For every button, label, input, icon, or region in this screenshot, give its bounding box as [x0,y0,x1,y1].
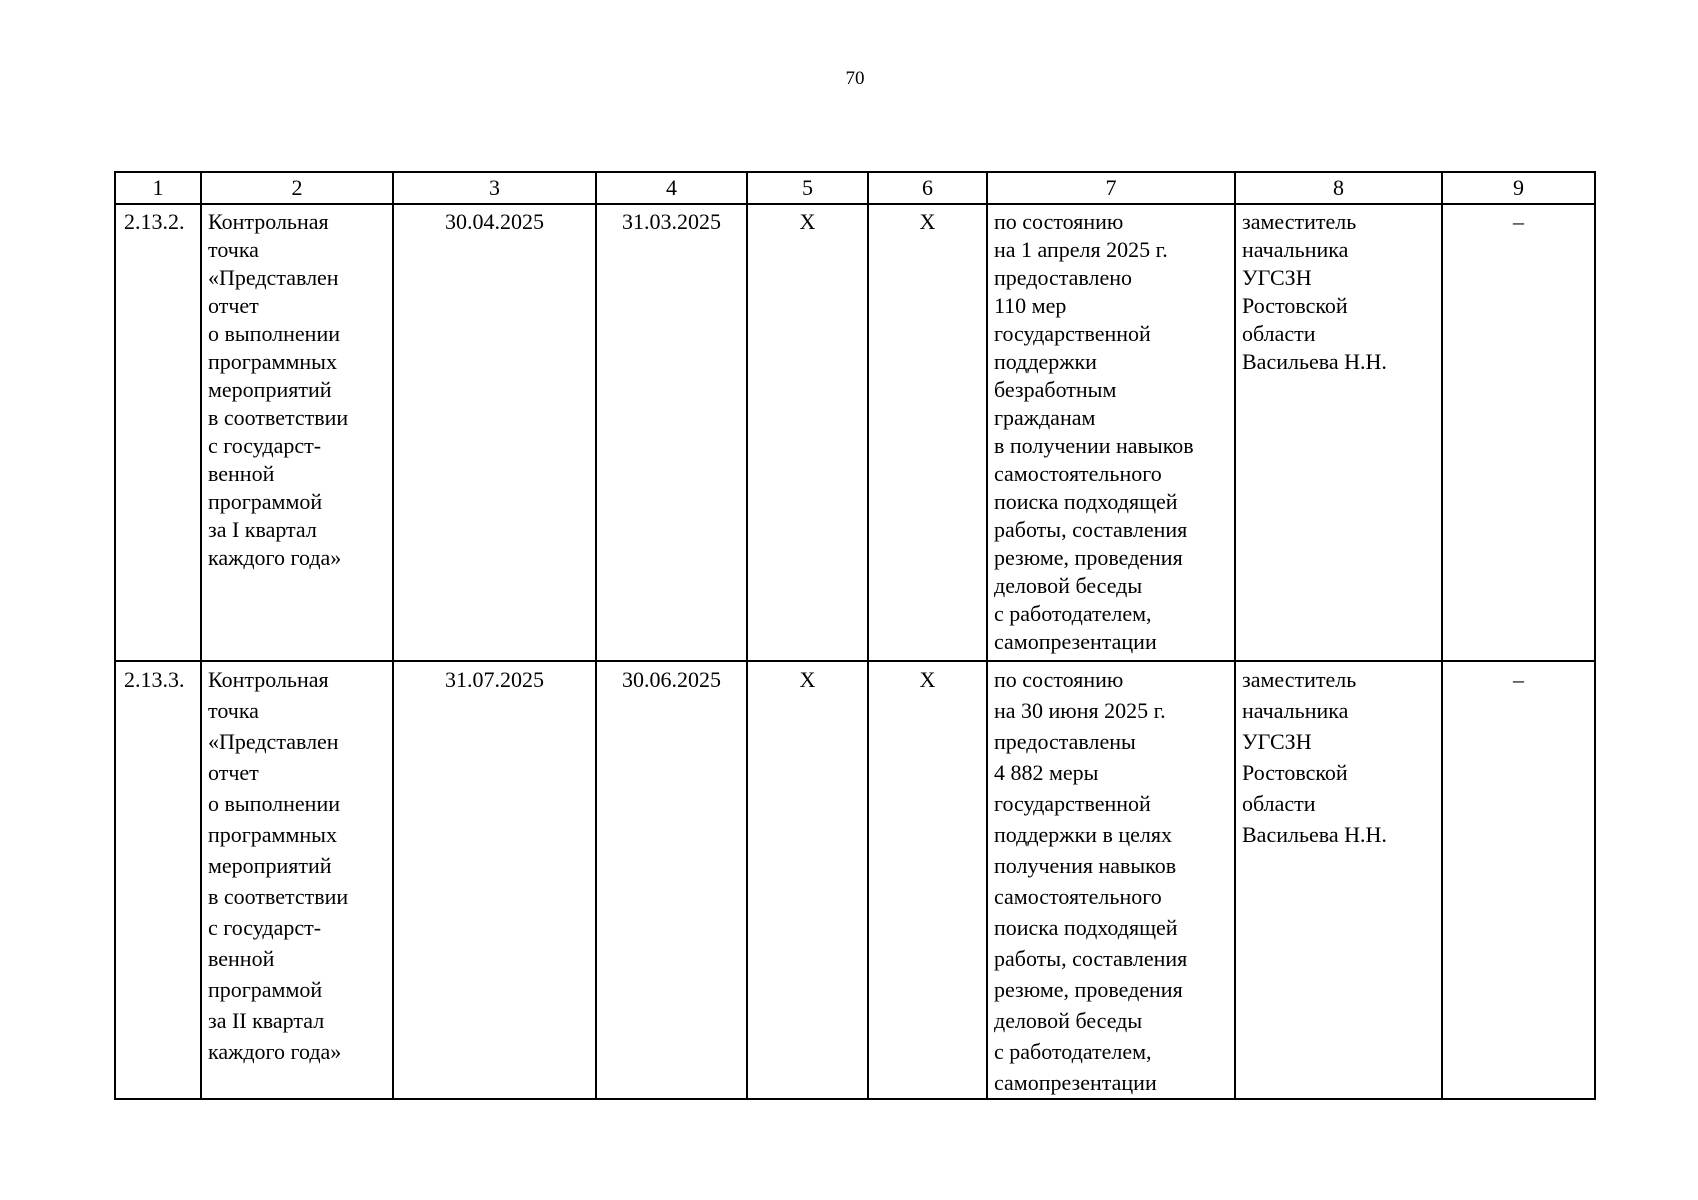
planned-date-cell: 31.07.2025 [393,661,596,1099]
column-9-cell: – [1442,204,1595,661]
control-point-name-cell: Контрольная точка «Представлен отчет о выполнении программных мероприятий в соответствии с государст- венной программой за I квартал каждого года» [201,204,393,661]
planned-date-cell: 30.04.2025 [393,204,596,661]
responsible-cell: заместитель начальника УГСЗН Ростовской области Васильева Н.Н. [1235,204,1442,661]
result-cell: по состоянию на 1 апреля 2025 г. предоставлено 110 мер государственной поддержки безработным гражданам в получении навыков самостоятельного поиска подходящей работы, составления резюме, проведения деловой беседы с работодателем, самопрезентации [987,204,1235,661]
column-6-cell: X [868,661,987,1099]
column-6-cell: X [868,204,987,661]
column-header: 8 [1235,172,1442,204]
report-table [114,171,1596,1100]
actual-date-cell: 30.06.2025 [596,661,747,1099]
column-9-cell: – [1442,661,1595,1099]
page-number: 70 [845,68,865,89]
column-header: 3 [393,172,596,204]
item-number-cell: 2.13.2. [115,204,201,661]
column-5-cell: X [747,204,868,661]
column-header: 7 [987,172,1235,204]
control-point-name-cell: Контрольная точка «Представлен отчет о выполнении программных мероприятий в соответствии с государст- венной программой за II квартал каждого года» [201,661,393,1099]
column-header: 4 [596,172,747,204]
column-header: 1 [115,172,201,204]
table-row [115,661,1595,1099]
column-header: 2 [201,172,393,204]
column-header: 9 [1442,172,1595,204]
item-number-cell: 2.13.3. [115,661,201,1099]
responsible-cell: заместитель начальника УГСЗН Ростовской области Васильева Н.Н. [1235,661,1442,1099]
actual-date-cell: 31.03.2025 [596,204,747,661]
column-5-cell: X [747,661,868,1099]
column-header: 6 [868,172,987,204]
table-row [115,204,1595,661]
table-header-row [115,172,1595,204]
result-cell: по состоянию на 30 июня 2025 г. предоставлены 4 882 меры государственной поддержки в целях получения навыков самостоятельного поиска подходящей работы, составления резюме, проведения деловой беседы с работодателем, самопрезентации [987,661,1235,1099]
column-header: 5 [747,172,868,204]
